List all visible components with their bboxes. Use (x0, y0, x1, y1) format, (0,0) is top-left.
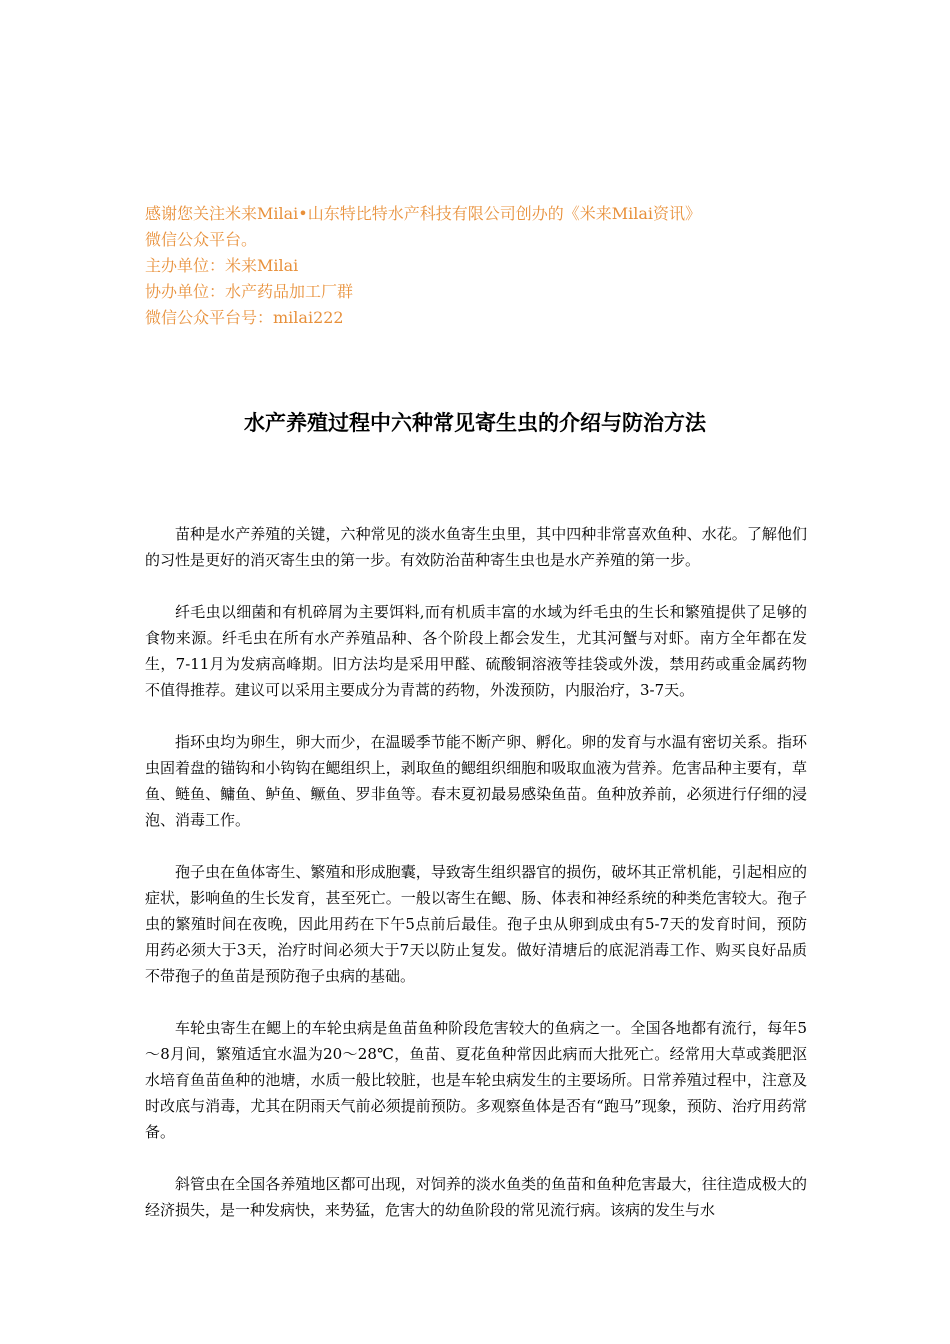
organizer-line: 主办单位：米来Milai (145, 256, 299, 275)
paragraph-ciliate: 纤毛虫以细菌和有机碎屑为主要饵料,而有机质丰富的水域为纤毛虫的生长和繁殖提供了足够的食物来源。纤毛虫在所有水产养殖品种、各个阶段上都会发生，尤其河蟹与对虾。南方全年都在发生，7-11月为发病高峰期。旧方法均是采用甲醛、硫酸铜溶液等挂袋或外泼，禁用药或重金属药物不值得推荐。建议可以采用主要成分为青蒿的药物，外泼预防，内服治疗，3-7天。 (145, 603, 807, 699)
wechat-account-line: 微信公众平台号：milai222 (145, 308, 344, 327)
paragraph-myxosporea: 孢子虫在鱼体寄生、繁殖和形成胞囊，导致寄生组织器官的损伤，破坏其正常机能，引起相应的症状，影响鱼的生长发育，甚至死亡。一般以寄生在鳃、肠、体表和神经系统的种类危害较大。孢子虫的繁殖时间在夜晚，因此用药在下午5点前后最佳。孢子虫从卵到成虫有5-7天的发育时间，预防用药必须大于3天，治疗时间必须大于7天以防止复发。做好清塘后的底泥消毒工作、购买良好品质不带孢子的鱼苗是预防孢子虫病的基础。 (145, 863, 807, 985)
article-body (145, 521, 807, 1249)
paragraph-intro: 苗种是水产养殖的关键，六种常见的淡水鱼寄生虫里，其中四种非常喜欢鱼种、水花。了解他们的习性是更好的消灭寄生虫的第一步。有效防治苗种寄生虫也是水产养殖的第一步。 (145, 525, 807, 569)
wechat-intro-block (145, 201, 815, 331)
paragraph-chilodonella: 斜管虫在全国各养殖地区都可出现，对饲养的淡水鱼类的鱼苗和鱼种危害最大，往往造成极大的经济损失，是一种发病快，来势猛，危害大的幼鱼阶段的常见流行病。该病的发生与水 (145, 1175, 807, 1219)
intro-line-2: 微信公众平台。 (145, 230, 258, 249)
document-title: 水产养殖过程中六种常见寄生虫的介绍与防治方法 (244, 411, 706, 435)
intro-line-1: 感谢您关注米来Milai•山东特比特水产科技有限公司创办的《米来Milai资讯》 (145, 204, 701, 223)
paragraph-dactylogyrus: 指环虫均为卵生，卵大而少，在温暖季节能不断产卵、孵化。卵的发育与水温有密切关系。指环虫固着盘的锚钩和小钩钩在鳃组织上，剥取鱼的鳃组织细胞和吸取血液为营养。危害品种主要有，草鱼、鲢鱼、鳙鱼、鲈鱼、鳜鱼、罗非鱼等。春末夏初最易感染鱼苗。鱼种放养前，必须进行仔细的浸泡、消毒工作。 (145, 733, 807, 829)
co-organizer-line: 协办单位：水产药品加工厂群 (145, 282, 354, 301)
paragraph-trichodina: 车轮虫寄生在鳃上的车轮虫病是鱼苗鱼种阶段危害较大的鱼病之一。全国各地都有流行，每年5～8月间，繁殖适宜水温为20～28℃，鱼苗、夏花鱼种常因此病而大批死亡。经常用大草或粪肥沤水培育鱼苗鱼种的池塘，水质一般比较脏，也是车轮虫病发生的主要场所。日常养殖过程中，注意及时改底与消毒，尤其在阴雨天气前必须提前预防。多观察鱼体是否有“跑马”现象，预防、治疗用药常备。 (145, 1019, 807, 1141)
